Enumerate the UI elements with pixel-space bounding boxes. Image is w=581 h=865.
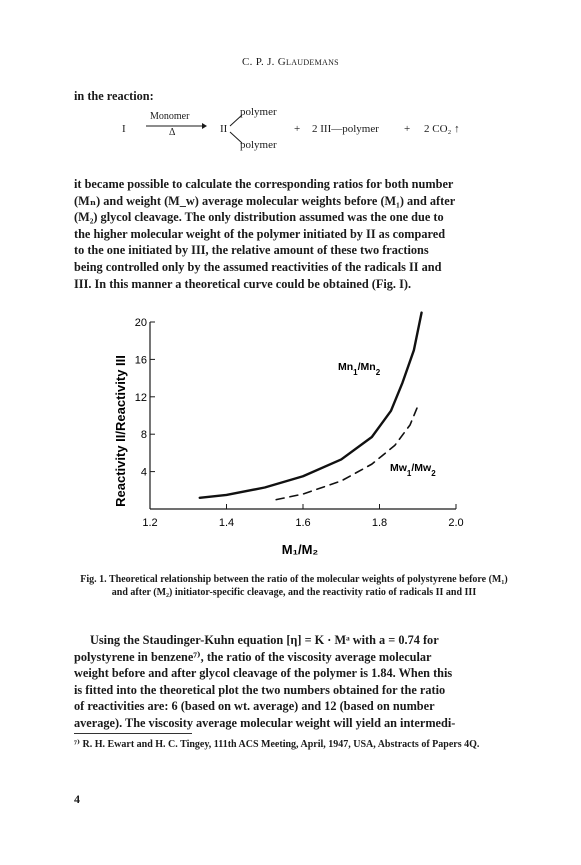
plus-1: + <box>294 123 301 135</box>
series-mn-line <box>200 313 422 498</box>
y-tick-label: 20 <box>134 317 147 329</box>
reactant: I <box>122 123 126 135</box>
label-subscript: 1 <box>406 468 412 478</box>
x-tick-label: 1.4 <box>218 517 235 529</box>
series-label-mn <box>338 361 381 377</box>
x-tick-label: 2.0 <box>448 517 464 529</box>
y-tick-label: 8 <box>140 429 147 442</box>
branch-bottom: polymer <box>240 139 277 151</box>
footnote-text: R. H. Ewart and H. C. Tingey, 111th ACS Meeting, April, 1947, USA, Abstracts of Papers 4Q. <box>82 739 480 750</box>
x-tick-label: 1.6 <box>295 517 311 529</box>
term-3: 2 CO₂ ↑ <box>424 123 460 135</box>
plus-2: + <box>404 123 411 135</box>
p1-line: (M₂) glycol cleavage. The only distribution assumed was the one due to <box>74 210 444 225</box>
y-axis-label: Reactivity II/Reactivity III <box>113 355 128 507</box>
label-subscript: 1 <box>353 367 358 377</box>
label-text: / <box>411 462 415 474</box>
intro-line: in the reaction: <box>74 89 154 103</box>
running-head-text: C. P. J. Glaudemans <box>242 56 339 68</box>
p1-line: (Mₙ) and weight (M_w) average molecular weights before (M₁) and after <box>74 193 456 208</box>
label-text: / <box>357 361 361 373</box>
label-text: Mw <box>390 462 407 474</box>
branch-top: polymer <box>240 106 277 118</box>
paragraph-1 <box>74 176 512 292</box>
arrow-top-label: Monomer <box>150 111 190 122</box>
y-tick-label: 12 <box>134 391 147 404</box>
figure-caption <box>74 573 514 599</box>
chart-series <box>200 313 422 500</box>
p2-line: weight before and after glycol cleavage of the polymer is 1.84. When this <box>74 666 453 681</box>
x-tick-label: 1.8 <box>371 517 388 529</box>
y-tick-label: 4 <box>140 466 147 479</box>
label-text: Mw <box>414 462 432 474</box>
y-tick-label: 16 <box>134 354 147 367</box>
caption-text: Theoretical relationship between the ratio of the molecular weights of polystyrene before (M₁) and after (M₂) initiator-specific cleavage, and the reactivity ratio of radicals II and III <box>109 574 508 598</box>
running-head <box>0 56 581 68</box>
p2-line: average). The viscosity average molecular weight will yield an intermedi- <box>74 715 456 730</box>
page-number: 4 <box>74 792 80 806</box>
p1-line: III. In this manner a theoretical curve could be obtained (Fig. I). <box>74 276 412 291</box>
label-text: Mn <box>338 361 354 373</box>
p2-line: polystyrene in benzene⁷⁾, the ratio of the viscosity average molecular <box>74 649 432 664</box>
arrow-bottom-label: Δ <box>169 127 176 138</box>
p1-line: it became possible to calculate the corresponding ratios for both number <box>74 177 454 191</box>
reaction-scheme <box>74 106 514 162</box>
p2-line: is fitted into the theoretical plot the two numbers obtained for the ratio <box>74 682 446 697</box>
paragraph-2 <box>74 632 512 732</box>
p2-line: Using the Staudinger-Kuhn equation [η] = K · Mᵃ with a = 0.74 for <box>90 633 439 647</box>
caption-label: Fig. 1. <box>80 574 107 585</box>
x-tick-label: 1.2 <box>142 517 158 529</box>
footnote <box>74 738 514 752</box>
p1-line: being controlled only by the assumed reactivities of the radicals II and <box>74 259 442 274</box>
series-mw-line <box>276 406 418 500</box>
footnote-rule <box>74 733 192 734</box>
x-axis-label: M₁/M₂ <box>281 542 319 557</box>
label-subscript: 2 <box>375 367 381 377</box>
p1-line: to the one initiated by III, the relative amount of these two fractions <box>74 243 429 258</box>
series-label-mw <box>390 462 436 478</box>
reaction-arrow <box>144 122 208 130</box>
footnote-marker: ⁷⁾ <box>74 739 80 750</box>
label-subscript: 2 <box>431 468 436 478</box>
product-center: II <box>220 123 228 135</box>
chart-axes <box>150 322 456 509</box>
term-2: 2 III—polymer <box>312 123 379 135</box>
p1-line: the higher molecular weight of the polymer initiated by II as compared <box>74 226 446 241</box>
p2-line: of reactivities are: 6 (based on wt. average) and 12 (based on number <box>74 699 435 714</box>
label-text: Mn <box>360 361 376 373</box>
figure-chart <box>100 306 490 564</box>
